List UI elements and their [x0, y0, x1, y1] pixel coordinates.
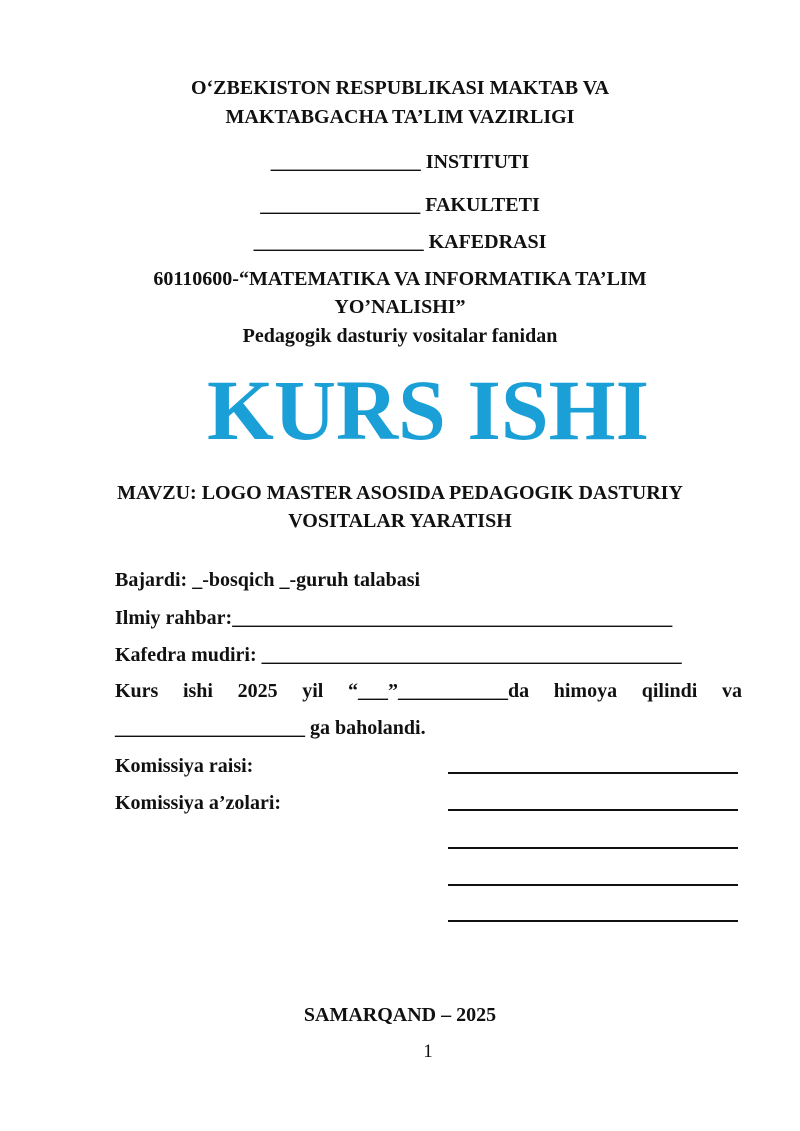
head-of-department-line: Kafedra mudiri: __________________________________________ — [115, 644, 682, 666]
subject-line: Pedagogik dasturiy vositalar fanidan — [242, 325, 558, 347]
topic-line-1: MAVZU: LOGO MASTER ASOSIDA PEDAGOGIK DASTURIY — [117, 482, 683, 504]
commission-member-signature-line — [448, 809, 738, 811]
institute-line: _______________ INSTITUTI — [270, 151, 530, 173]
defense-word: qilindi — [641, 680, 698, 702]
commission-chair-signature-line — [448, 772, 738, 774]
program-line-1: 60110600-“MATEMATIKA VA INFORMATIKA TA’LIM — [153, 268, 647, 290]
performed-by: Bajardi: _-bosqich _-guruh talabasi — [115, 569, 421, 591]
commission-chair-label: Komissiya raisi: — [115, 755, 254, 777]
defense-word: ishi — [182, 680, 213, 702]
defense-word: Kurs — [115, 680, 159, 702]
commission-members-label: Komissiya a’zolari: — [115, 792, 282, 814]
department-line: _________________ KAFEDRASI — [253, 231, 547, 253]
faculty-line: ________________ FAKULTETI — [260, 194, 540, 216]
defense-word: 2025 — [237, 680, 278, 702]
graded-line: ___________________ ga baholandi. — [115, 717, 426, 739]
city-year: SAMARQAND – 2025 — [303, 1004, 497, 1026]
commission-member-signature-line — [448, 920, 738, 922]
topic-line-2: VOSITALAR YARATISH — [288, 510, 512, 532]
document-title: KURS ISHI — [206, 362, 650, 458]
page-number: 1 — [423, 1041, 433, 1062]
defense-word: yil — [302, 680, 324, 702]
commission-member-signature-line — [448, 847, 738, 849]
program-line-2: YO’NALISHI” — [334, 296, 466, 318]
defense-line — [115, 677, 742, 705]
ministry-line-1: O‘ZBEKISTON RESPUBLIKASI MAKTAB VA — [190, 77, 610, 99]
supervisor-line: Ilmiy rahbar:____________________________________________ — [115, 607, 673, 629]
commission-member-signature-line — [448, 884, 738, 886]
defense-word: himoya — [553, 680, 618, 702]
defense-word: va — [721, 680, 742, 702]
ministry-line-2: MAKTABGACHA TA’LIM VAZIRLIGI — [225, 106, 575, 128]
defense-word: “___”___________da — [348, 680, 530, 702]
